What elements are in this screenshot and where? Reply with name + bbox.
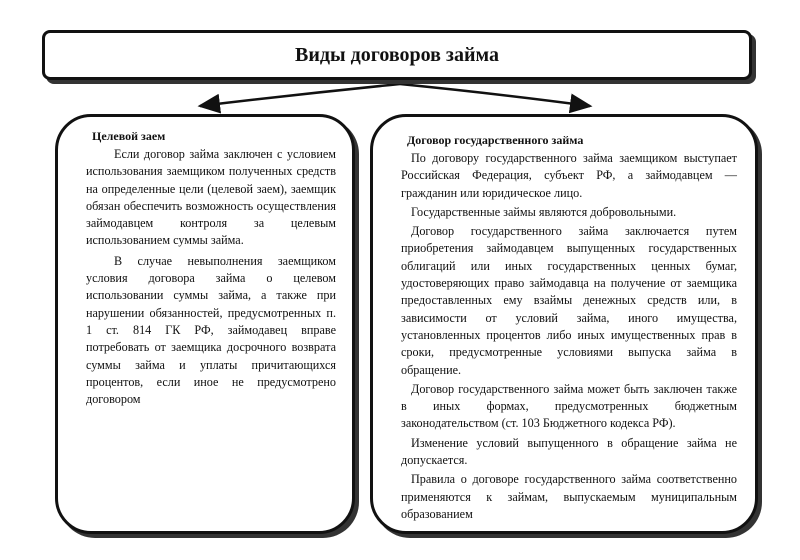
left-paragraph: В случае невыполнения заемщиком условия договора займа о целевом использовании суммы займа, а также при нарушении обязанностей, предусмотренных п. 1 ст. 814 ГК РФ, займодавец вправе потребовать от заемщика досрочного возврата суммы займа и уплаты причитающихся процентов, если иное не предусмотрено договором	[86, 253, 336, 407]
left-panel-targeted-loan	[55, 114, 355, 534]
left-panel-heading: Целевой заем	[92, 129, 166, 143]
right-panel-state-loan	[370, 114, 758, 534]
right-paragraph: Правила о договоре государственного займа соответственно применяются к займам, выпускаемым муниципальным образованием	[401, 472, 737, 521]
right-panel-heading: Договор государственного займа	[407, 133, 584, 147]
arrow-to-right-panel	[400, 84, 590, 106]
page-title: Виды договоров займа	[295, 43, 499, 66]
right-paragraph: Изменение условий выпущенного в обращение займа не допускается.	[401, 435, 737, 468]
right-paragraph: По договору государственного займа заемщиком выступает Российская Федерация, субъект РФ, а займодавцем — гражданин или юридическое лицо.	[401, 151, 737, 200]
title-box	[42, 30, 752, 80]
right-paragraph: Государственные займы являются добровольными.	[411, 204, 677, 219]
right-paragraph: Договор государственного займа может быть заключен также в иных формах, предусмотренных бюджетным законодательством (ст. 103 Бюджетного кодекса РФ).	[401, 381, 737, 431]
left-paragraph: Если договор займа заключен с условием использования заемщиком полученных средств на определенные цели (целевой заем), заемщик обязан обеспечить возможность осуществления займодавцем контроля за целевым использованием суммы займа.	[86, 147, 336, 248]
right-paragraph: Договор государственного займа заключается путем приобретения займодавцем выпущенных государственных облигаций или иных государственных ценных бумаг, удостоверяющих право займодавца на получение от заемщика предоставленных ему взаймы денежных средств или, в зависимости от условий займа, иного имущества, установленных процентов либо иных имущественных прав в сроки, предусмотренные условиями выпуска займа в обращение.	[401, 224, 737, 377]
arrow-to-left-panel	[200, 84, 400, 106]
